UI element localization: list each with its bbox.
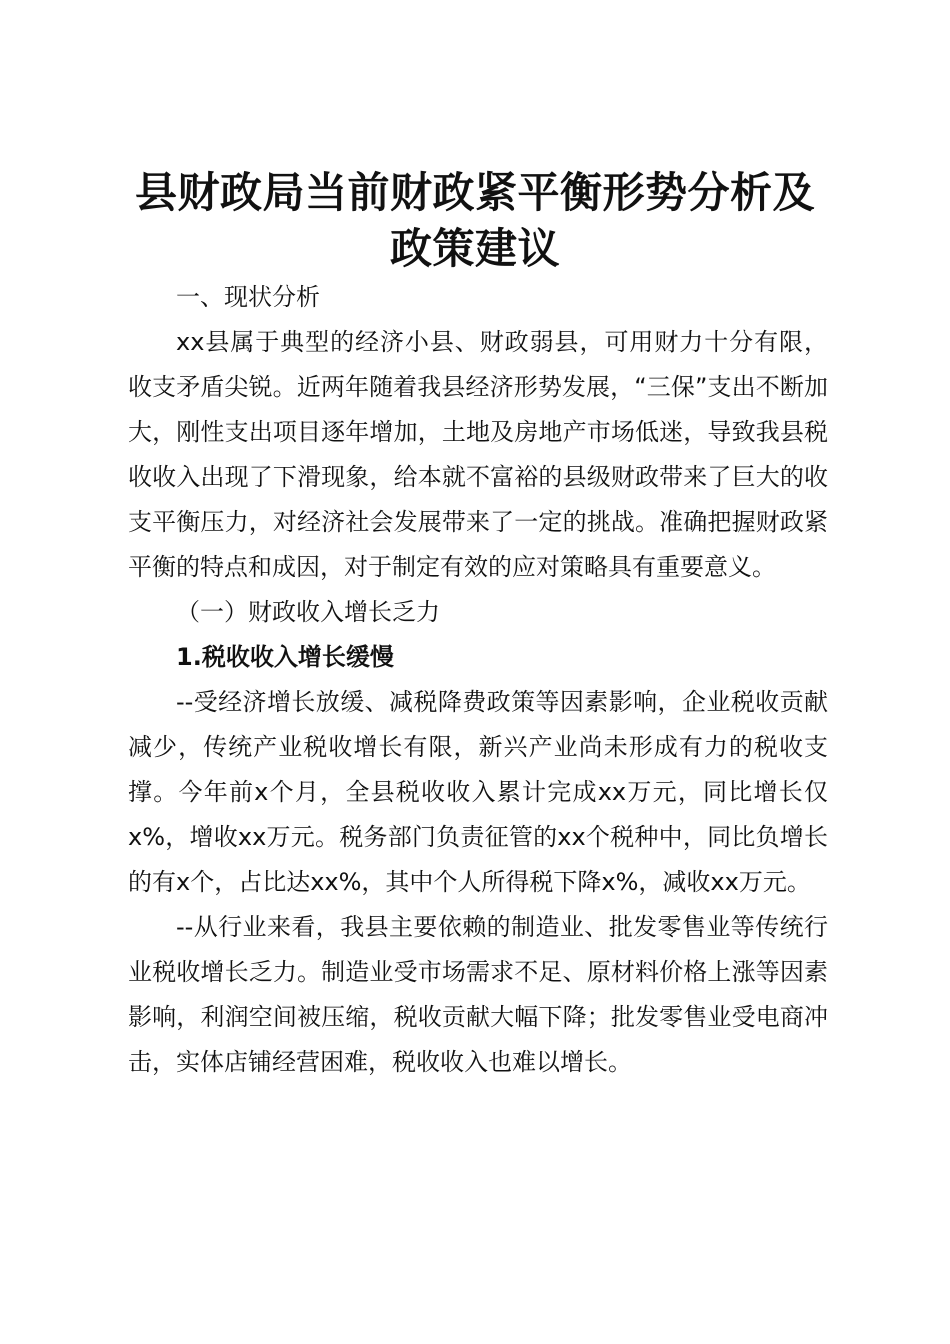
paragraph-industry: --从行业来看，我县主要依赖的制造业、批发零售业等传统行业税收增长乏力。制造业受市场需求不足、原材料价格上涨等因素影响，利润空间被压缩，税收贡献大幅下降；批发零售业受电商冲击，实体店铺经营困难，税收收入也难以增长。 <box>128 913 828 1076</box>
paragraph-intro: xx县属于典型的经济小县、财政弱县，可用财力十分有限，收支矛盾尖锐。近两年随着我县经济形势发展，“三保”支出不断加大，刚性支出项目逐年增加，土地及房地产市场低迷，导致我县税收收入出现了下滑现象，给本就不富裕的县级财政带来了巨大的收支平衡压力，对经济社会发展带来了一定的挑战。准确把握财政紧平衡的特点和成因，对于制定有效的应对策略具有重要意义。 <box>128 328 828 581</box>
paragraph-tax: --受经济增长放缓、减税降费政策等因素影响，企业税收贡献减少，传统产业税收增长有限，新兴产业尚未形成有力的税收支撑。今年前x个月，全县税收收入累计完成xx万元，同比增长仅x%，增收xx万元。税务部门负责征管的xx个税种中，同比负增长的有x个，占比达xx%，其中个人所得税下降x%，减收xx万元。 <box>128 688 828 896</box>
section-heading: 一、现状分析 <box>176 283 320 311</box>
subheading-tax-growth: 1.税收收入增长缓慢 <box>176 643 394 671</box>
subheading-revenue: （一）财政收入增长乏力 <box>176 598 440 626</box>
document-title: 县财政局当前财政紧平衡形势分析及政策建议 <box>134 168 815 273</box>
document-body <box>128 275 828 1085</box>
